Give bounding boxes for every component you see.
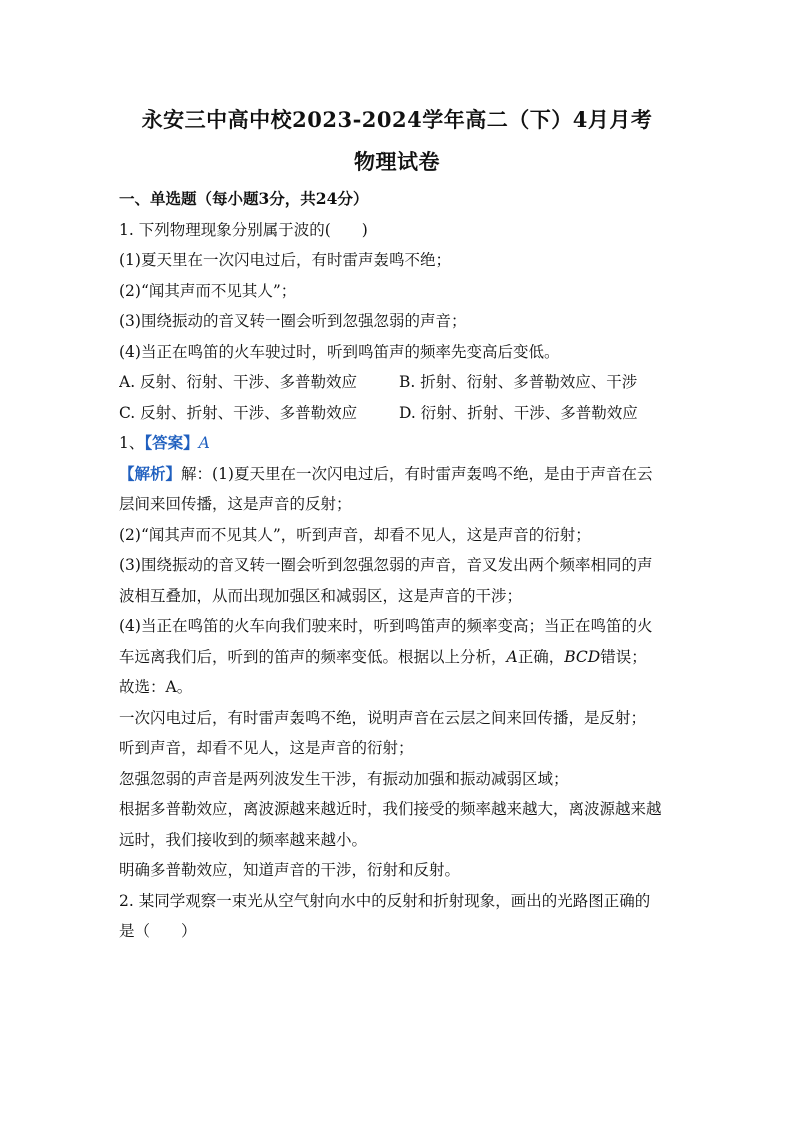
q1-option-c: C. 反射、折射、干涉、多普勒效应 bbox=[119, 403, 358, 422]
analysis-line-8: 故选：A。 bbox=[119, 678, 193, 696]
analysis-line-7 bbox=[119, 642, 679, 673]
q1-item-1: (1)夏天里在一次闪电过后，有时雷声轰鸣不绝； bbox=[119, 251, 451, 269]
q1-item-4: (4)当正在鸣笛的火车驶过时，听到鸣笛声的频率先变高后变低。 bbox=[119, 342, 560, 361]
analysis-text-7c: 正确， bbox=[517, 647, 565, 666]
exam-subtitle: 物理试卷 bbox=[354, 149, 440, 174]
analysis-text-7b: A bbox=[506, 647, 518, 666]
q1-item-2: (2)“闻其声而不见其人”； bbox=[119, 281, 297, 300]
analysis-line-14: 明确多普勒效应，知道声音的干涉，衍射和反射。 bbox=[119, 861, 461, 879]
exam-title: 永安三中高中校2023-2024学年高二（下）4月月考 bbox=[141, 107, 653, 132]
analysis-line-10: 听到声音，却看不见人，这是声音的衍射； bbox=[119, 739, 414, 757]
analysis-text-7a: 车远离我们后，听到的笛声的频率变低。根据以上分析， bbox=[119, 647, 507, 666]
analysis-line-9: 一次闪电过后，有时雷声轰鸣不绝，说明声音在云层之间来回传播，是反射； bbox=[119, 708, 647, 727]
analysis-text-7e: 错误； bbox=[600, 647, 647, 666]
q1-options-row-2 bbox=[119, 398, 679, 429]
analysis-line-5: 波相互叠加，从而出现加强区和减弱区，这是声音的干涉； bbox=[119, 586, 523, 605]
q1-option-a: A. 反射、衍射、干涉、多普勒效应 bbox=[119, 373, 358, 391]
q2-stem-line-2: 是（ ） bbox=[119, 922, 197, 940]
section-heading: 一、单选题（每小题3分，共24分） bbox=[119, 189, 369, 208]
q2-stem-line-1: 2. 某同学观察一束光从空气射向水中的反射和折射现象，画出的光路图正确的 bbox=[119, 891, 651, 910]
exam-content bbox=[119, 184, 679, 947]
q1-item-3: (3)围绕振动的音叉转一圈会听到忽强忽弱的声音； bbox=[119, 312, 467, 330]
analysis-line-3: (2)“闻其声而不见其人”，听到声音，却看不见人，这是声音的衍射； bbox=[119, 525, 591, 544]
q1-stem: 1. 下列物理现象分别属于波的( ) bbox=[119, 220, 368, 239]
q1-options-row-1 bbox=[119, 367, 679, 398]
answer-prefix: 1、 bbox=[119, 434, 145, 452]
analysis-line-4: (3)围绕振动的音叉转一圈会听到忽强忽弱的声音，音叉发出两个频率相同的声 bbox=[119, 556, 653, 574]
analysis-line-12: 根据多普勒效应，离波源越来越近时，我们接受的频率越来越大，离波源越来越 bbox=[119, 800, 662, 818]
analysis-line-1 bbox=[119, 459, 679, 490]
analysis-label: 【解析】 bbox=[119, 463, 182, 483]
answer-value: A bbox=[198, 434, 210, 452]
analysis-text-7d: BCD bbox=[564, 647, 601, 666]
analysis-line-2: 层间来回传播，这是声音的反射； bbox=[119, 495, 352, 513]
analysis-line-6: (4)当正在鸣笛的火车向我们驶来时，听到鸣笛声的频率变高；当正在鸣笛的火 bbox=[119, 617, 653, 635]
q1-option-b: B. 折射、衍射、多普勒效应、干涉 bbox=[399, 373, 638, 391]
analysis-text: 解：(1)夏天里在一次闪电过后，有时雷声轰鸣不绝，是由于声音在云 bbox=[181, 464, 653, 483]
analysis-line-11: 忽强忽弱的声音是两列波发生干涉，有振动加强和振动减弱区域； bbox=[119, 769, 569, 788]
analysis-line-13: 远时，我们接收到的频率越来越小。 bbox=[119, 830, 368, 849]
q1-option-d: D. 衍射、折射、干涉、多普勒效应 bbox=[399, 403, 638, 422]
q1-answer bbox=[119, 428, 679, 459]
answer-label: 【答案】 bbox=[144, 433, 199, 452]
